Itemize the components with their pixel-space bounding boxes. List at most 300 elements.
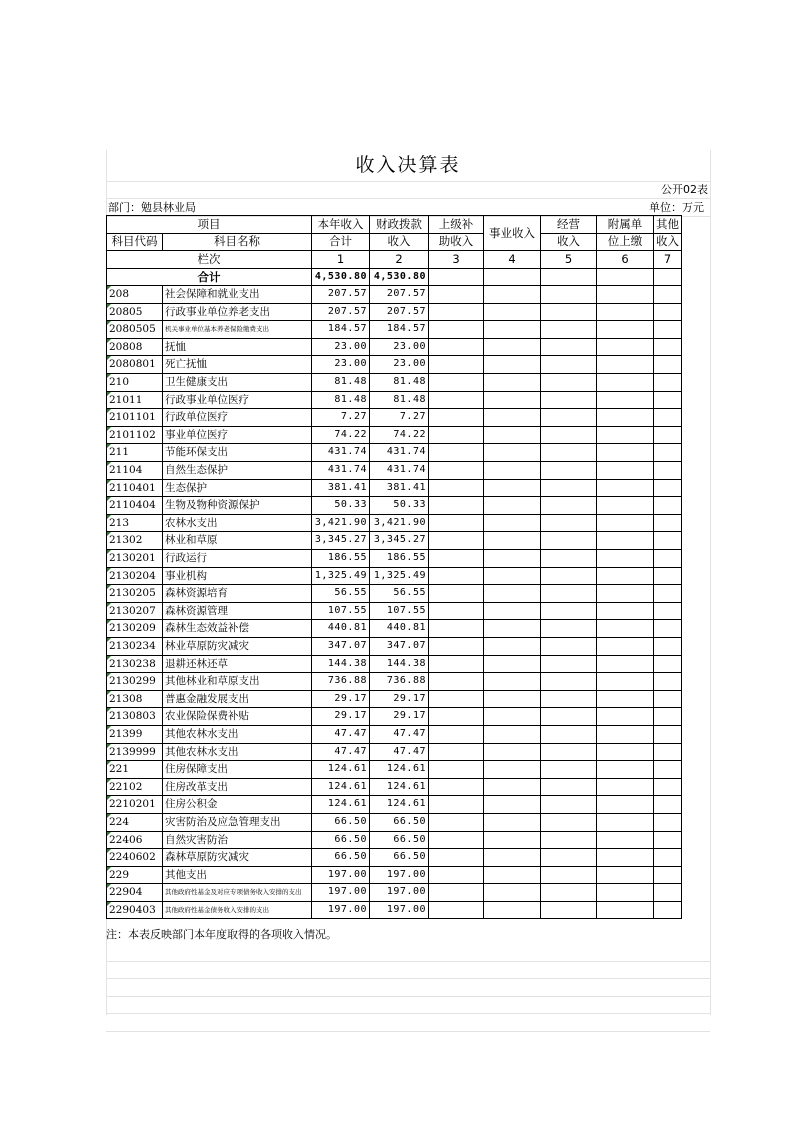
fiscal-income: 7.27 [370, 409, 429, 427]
header-name: 科目名称 [163, 233, 312, 251]
total-fiscal: 4,530.80 [370, 268, 429, 286]
empty-cell [597, 602, 654, 620]
subject-name: 其他农林水支出 [163, 725, 312, 743]
income-total: 207.57 [312, 286, 370, 304]
fiscal-income: 186.55 [370, 550, 429, 568]
empty-cell [429, 514, 484, 532]
empty-cell [484, 462, 541, 480]
empty-cell [429, 338, 484, 356]
empty-cell [541, 690, 597, 708]
empty-cell [429, 725, 484, 743]
col-num: 3 [429, 251, 484, 269]
fiscal-income: 23.00 [370, 356, 429, 374]
subject-code: 2101102 [107, 426, 163, 444]
income-total: 431.74 [312, 462, 370, 480]
total-row [107, 268, 682, 286]
subject-code: 211 [107, 444, 163, 462]
subject-name: 节能环保支出 [163, 444, 312, 462]
empty-cell [654, 479, 682, 497]
empty-cell [429, 655, 484, 673]
subject-code: 2130201 [107, 550, 163, 568]
income-total: 7.27 [312, 409, 370, 427]
income-total: 66.50 [312, 849, 370, 867]
empty-cell [429, 743, 484, 761]
empty-cell [654, 321, 682, 339]
empty-cell [429, 585, 484, 603]
fiscal-income: 184.57 [370, 321, 429, 339]
empty-cell [429, 673, 484, 691]
subject-code: 22102 [107, 778, 163, 796]
income-total: 736.88 [312, 673, 370, 691]
empty-cell [654, 778, 682, 796]
empty-cell [654, 725, 682, 743]
subject-code: 2130803 [107, 708, 163, 726]
empty-cell [654, 831, 682, 849]
header-col1b: 合计 [312, 233, 370, 251]
empty-cell [484, 778, 541, 796]
table-row [107, 901, 682, 919]
empty-cell [484, 374, 541, 392]
subject-name: 自然灾害防治 [163, 831, 312, 849]
header-item: 项目 [107, 216, 312, 234]
footnote: 注：本表反映部门本年度取得的各项收入情况。 [106, 928, 337, 941]
empty-cell [541, 725, 597, 743]
empty-cell [654, 550, 682, 568]
empty-cell [654, 286, 682, 304]
empty-cell [541, 796, 597, 814]
empty-cell [541, 655, 597, 673]
fiscal-income: 66.50 [370, 831, 429, 849]
empty-cell [597, 462, 654, 480]
fiscal-income: 431.74 [370, 444, 429, 462]
fiscal-income: 347.07 [370, 637, 429, 655]
empty-cell [597, 532, 654, 550]
header-col5b: 收入 [541, 233, 597, 251]
header-col7a: 其他 [654, 216, 682, 234]
income-total: 1,325.49 [312, 567, 370, 585]
table-row [107, 690, 682, 708]
empty-cell [654, 585, 682, 603]
table-row [107, 374, 682, 392]
income-total: 381.41 [312, 479, 370, 497]
income-total: 124.61 [312, 778, 370, 796]
empty-cell [597, 497, 654, 515]
subject-name: 农林水支出 [163, 514, 312, 532]
empty-cell [429, 690, 484, 708]
empty-cell [597, 637, 654, 655]
empty-cell [654, 374, 682, 392]
subject-name: 森林草原防灾减灾 [163, 849, 312, 867]
fiscal-income: 81.48 [370, 391, 429, 409]
subject-name: 其他政府性基金及对应专项债务收入安排的支出 [163, 884, 312, 902]
fiscal-income: 381.41 [370, 479, 429, 497]
empty-cell [429, 321, 484, 339]
empty-cell [429, 286, 484, 304]
empty-cell [484, 479, 541, 497]
empty-cell [654, 690, 682, 708]
subject-code: 2130207 [107, 602, 163, 620]
empty-cell [541, 620, 597, 638]
fiscal-income: 197.00 [370, 901, 429, 919]
subject-name: 灾害防治及应急管理支出 [163, 813, 312, 831]
empty-cell [429, 374, 484, 392]
empty-cell [429, 356, 484, 374]
header-col3a: 上级补 [429, 216, 484, 234]
empty-cell [429, 620, 484, 638]
subject-code: 20805 [107, 303, 163, 321]
empty-cell [484, 761, 541, 779]
income-total: 66.50 [312, 813, 370, 831]
empty-cell [541, 409, 597, 427]
col-num: 6 [597, 251, 654, 269]
fiscal-income: 29.17 [370, 708, 429, 726]
empty-grid-row [106, 943, 710, 962]
empty-cell [597, 690, 654, 708]
income-total: 197.00 [312, 884, 370, 902]
empty-cell [597, 321, 654, 339]
empty-cell [429, 796, 484, 814]
report-sheet [106, 150, 710, 916]
col-num: 4 [484, 251, 541, 269]
empty-cell [541, 585, 597, 603]
empty-cell [597, 796, 654, 814]
header-col2a: 财政拨款 [370, 216, 429, 234]
table-row [107, 497, 682, 515]
empty-cell [429, 532, 484, 550]
subject-code: 224 [107, 813, 163, 831]
subject-name: 死亡抚恤 [163, 356, 312, 374]
header-col6b: 位上缴 [597, 233, 654, 251]
empty-cell [597, 585, 654, 603]
empty-cell [654, 409, 682, 427]
empty-cell [541, 602, 597, 620]
empty-cell [654, 303, 682, 321]
empty-cell [541, 514, 597, 532]
empty-cell [541, 849, 597, 867]
subject-code: 22406 [107, 831, 163, 849]
empty-cell [654, 708, 682, 726]
empty-cell [541, 497, 597, 515]
income-total: 124.61 [312, 796, 370, 814]
empty-cell [429, 849, 484, 867]
header-col1a: 本年收入 [312, 216, 370, 234]
table-row [107, 778, 682, 796]
subject-name: 林业和草原 [163, 532, 312, 550]
fiscal-income: 144.38 [370, 655, 429, 673]
table-row [107, 673, 682, 691]
empty-cell [429, 462, 484, 480]
empty-cell [541, 884, 597, 902]
empty-cell [429, 637, 484, 655]
empty-cell [429, 409, 484, 427]
income-total: 29.17 [312, 690, 370, 708]
subject-name: 自然生态保护 [163, 462, 312, 480]
fiscal-income: 197.00 [370, 866, 429, 884]
empty-cell [484, 743, 541, 761]
subject-code: 2080505 [107, 321, 163, 339]
empty-cell [654, 655, 682, 673]
empty-cell [654, 620, 682, 638]
header-col7b: 收入 [654, 233, 682, 251]
empty-cell [484, 286, 541, 304]
fiscal-income: 47.47 [370, 743, 429, 761]
subject-code: 2139999 [107, 743, 163, 761]
empty-cell [541, 673, 597, 691]
empty-cell [597, 708, 654, 726]
empty-cell [484, 708, 541, 726]
fiscal-income: 47.47 [370, 725, 429, 743]
col-num: 1 [312, 251, 370, 269]
empty-cell [429, 444, 484, 462]
income-total: 29.17 [312, 708, 370, 726]
income-total: 347.07 [312, 637, 370, 655]
empty-cell [541, 321, 597, 339]
empty-grid-row [106, 996, 710, 1015]
table-row [107, 743, 682, 761]
subject-name: 其他农林水支出 [163, 743, 312, 761]
empty-cell [429, 567, 484, 585]
unit-label: 单位：万元 [649, 201, 704, 214]
lanci-row [107, 251, 682, 269]
subject-name: 普惠金融发展支出 [163, 690, 312, 708]
empty-cell [597, 866, 654, 884]
subject-name: 行政运行 [163, 550, 312, 568]
empty-cell [541, 338, 597, 356]
empty-cell [597, 620, 654, 638]
subject-code: 21308 [107, 690, 163, 708]
header-code: 科目代码 [107, 233, 163, 251]
empty-cell [541, 532, 597, 550]
income-total: 197.00 [312, 901, 370, 919]
empty-cell [597, 514, 654, 532]
empty-cell [597, 286, 654, 304]
income-total: 440.81 [312, 620, 370, 638]
header-col4: 事业收入 [484, 216, 541, 251]
income-total: 184.57 [312, 321, 370, 339]
empty-cell [597, 391, 654, 409]
table-row [107, 849, 682, 867]
col-num: 7 [654, 251, 682, 269]
income-total: 81.48 [312, 374, 370, 392]
subject-name: 其他政府性基金债务收入安排的支出 [163, 901, 312, 919]
empty-cell [654, 901, 682, 919]
empty-cell [429, 602, 484, 620]
empty-cell [597, 778, 654, 796]
income-total: 50.33 [312, 497, 370, 515]
table-row [107, 708, 682, 726]
table-row [107, 655, 682, 673]
table-row [107, 303, 682, 321]
fiscal-income: 1,325.49 [370, 567, 429, 585]
empty-cell [429, 761, 484, 779]
empty-cell [429, 550, 484, 568]
table-row [107, 462, 682, 480]
empty-cell [541, 303, 597, 321]
subject-code: 2130205 [107, 585, 163, 603]
empty-cell [654, 391, 682, 409]
subject-name: 事业单位医疗 [163, 426, 312, 444]
empty-cell [541, 374, 597, 392]
empty-cell [484, 356, 541, 374]
empty-cell [654, 884, 682, 902]
empty-cell [597, 761, 654, 779]
fiscal-income: 207.57 [370, 286, 429, 304]
col-num: 5 [541, 251, 597, 269]
table-row [107, 514, 682, 532]
subject-name: 行政单位医疗 [163, 409, 312, 427]
subject-code: 221 [107, 761, 163, 779]
empty-cell [597, 550, 654, 568]
subject-code: 2101101 [107, 409, 163, 427]
subject-code: 229 [107, 866, 163, 884]
table-row [107, 321, 682, 339]
empty-grid-row [106, 1013, 710, 1032]
form-number: 公开02表 [106, 182, 710, 199]
empty-cell [429, 426, 484, 444]
income-total: 124.61 [312, 761, 370, 779]
subject-name: 森林资源管理 [163, 602, 312, 620]
empty-cell [541, 743, 597, 761]
fiscal-income: 50.33 [370, 497, 429, 515]
fiscal-income: 56.55 [370, 585, 429, 603]
income-total: 107.55 [312, 602, 370, 620]
subject-name: 其他林业和草原支出 [163, 673, 312, 691]
empty-cell [484, 391, 541, 409]
subject-code: 208 [107, 286, 163, 304]
empty-cell [654, 673, 682, 691]
subject-code: 21302 [107, 532, 163, 550]
fiscal-income: 440.81 [370, 620, 429, 638]
empty-cell [597, 655, 654, 673]
fiscal-income: 29.17 [370, 690, 429, 708]
empty-cell [654, 866, 682, 884]
fiscal-income: 197.00 [370, 884, 429, 902]
empty-cell [484, 690, 541, 708]
empty-cell [541, 761, 597, 779]
empty-cell [484, 813, 541, 831]
fiscal-income: 3,421.90 [370, 514, 429, 532]
empty-cell [597, 444, 654, 462]
subject-name: 卫生健康支出 [163, 374, 312, 392]
empty-cell [597, 884, 654, 902]
empty-cell [597, 813, 654, 831]
empty-cell [484, 567, 541, 585]
empty-cell [597, 849, 654, 867]
subject-name: 机关事业单位基本养老保险缴费支出 [163, 321, 312, 339]
empty-cell [484, 338, 541, 356]
subject-name: 住房保障支出 [163, 761, 312, 779]
empty-cell [484, 637, 541, 655]
fiscal-income: 74.22 [370, 426, 429, 444]
empty-cell [484, 655, 541, 673]
empty-cell [541, 286, 597, 304]
empty-cell [541, 866, 597, 884]
empty-cell [484, 673, 541, 691]
subject-name: 行政事业单位医疗 [163, 391, 312, 409]
income-total: 81.48 [312, 391, 370, 409]
col-num: 2 [370, 251, 429, 269]
income-total: 23.00 [312, 338, 370, 356]
empty-cell [484, 303, 541, 321]
subject-name: 住房改革支出 [163, 778, 312, 796]
table-row [107, 602, 682, 620]
empty-cell [597, 831, 654, 849]
table-row [107, 338, 682, 356]
empty-cell [541, 391, 597, 409]
subject-name: 事业机构 [163, 567, 312, 585]
empty-cell [429, 391, 484, 409]
income-total: 47.47 [312, 743, 370, 761]
table-row [107, 286, 682, 304]
table-row [107, 409, 682, 427]
subject-name: 社会保障和就业支出 [163, 286, 312, 304]
fiscal-income: 736.88 [370, 673, 429, 691]
empty-cell [654, 743, 682, 761]
empty-cell [597, 479, 654, 497]
empty-cell [484, 444, 541, 462]
fiscal-income: 431.74 [370, 462, 429, 480]
empty-cell [429, 831, 484, 849]
empty-cell [654, 567, 682, 585]
empty-cell [541, 813, 597, 831]
empty-cell [429, 303, 484, 321]
fiscal-income: 124.61 [370, 778, 429, 796]
subject-code: 2110401 [107, 479, 163, 497]
header-row-2 [107, 233, 682, 251]
empty-cell [597, 743, 654, 761]
header-col2b: 收入 [370, 233, 429, 251]
empty-cell [484, 866, 541, 884]
subject-name: 住房公积金 [163, 796, 312, 814]
table-row [107, 796, 682, 814]
empty-cell [597, 567, 654, 585]
empty-cell [484, 602, 541, 620]
empty-cell [484, 725, 541, 743]
empty-cell [541, 778, 597, 796]
empty-cell [484, 884, 541, 902]
subject-code: 21011 [107, 391, 163, 409]
subject-code: 2210201 [107, 796, 163, 814]
subject-code: 2110404 [107, 497, 163, 515]
table-row [107, 637, 682, 655]
subject-code: 2130299 [107, 673, 163, 691]
empty-cell [654, 426, 682, 444]
fiscal-income: 124.61 [370, 796, 429, 814]
empty-cell [597, 901, 654, 919]
empty-cell [484, 426, 541, 444]
subject-code: 213 [107, 514, 163, 532]
empty-cell [429, 497, 484, 515]
empty-cell [541, 356, 597, 374]
subject-code: 2130234 [107, 637, 163, 655]
empty-cell [654, 514, 682, 532]
empty-cell [597, 426, 654, 444]
empty-cell [654, 761, 682, 779]
table-row [107, 479, 682, 497]
fiscal-income: 207.57 [370, 303, 429, 321]
empty-cell [429, 778, 484, 796]
subject-name: 森林资源培育 [163, 585, 312, 603]
subject-code: 20808 [107, 338, 163, 356]
income-total: 3,345.27 [312, 532, 370, 550]
income-total: 23.00 [312, 356, 370, 374]
subject-code: 2130204 [107, 567, 163, 585]
subject-name: 行政事业单位养老支出 [163, 303, 312, 321]
empty-cell [484, 831, 541, 849]
subject-code: 22904 [107, 884, 163, 902]
header-col5a: 经营 [541, 216, 597, 234]
subject-name: 其他支出 [163, 866, 312, 884]
